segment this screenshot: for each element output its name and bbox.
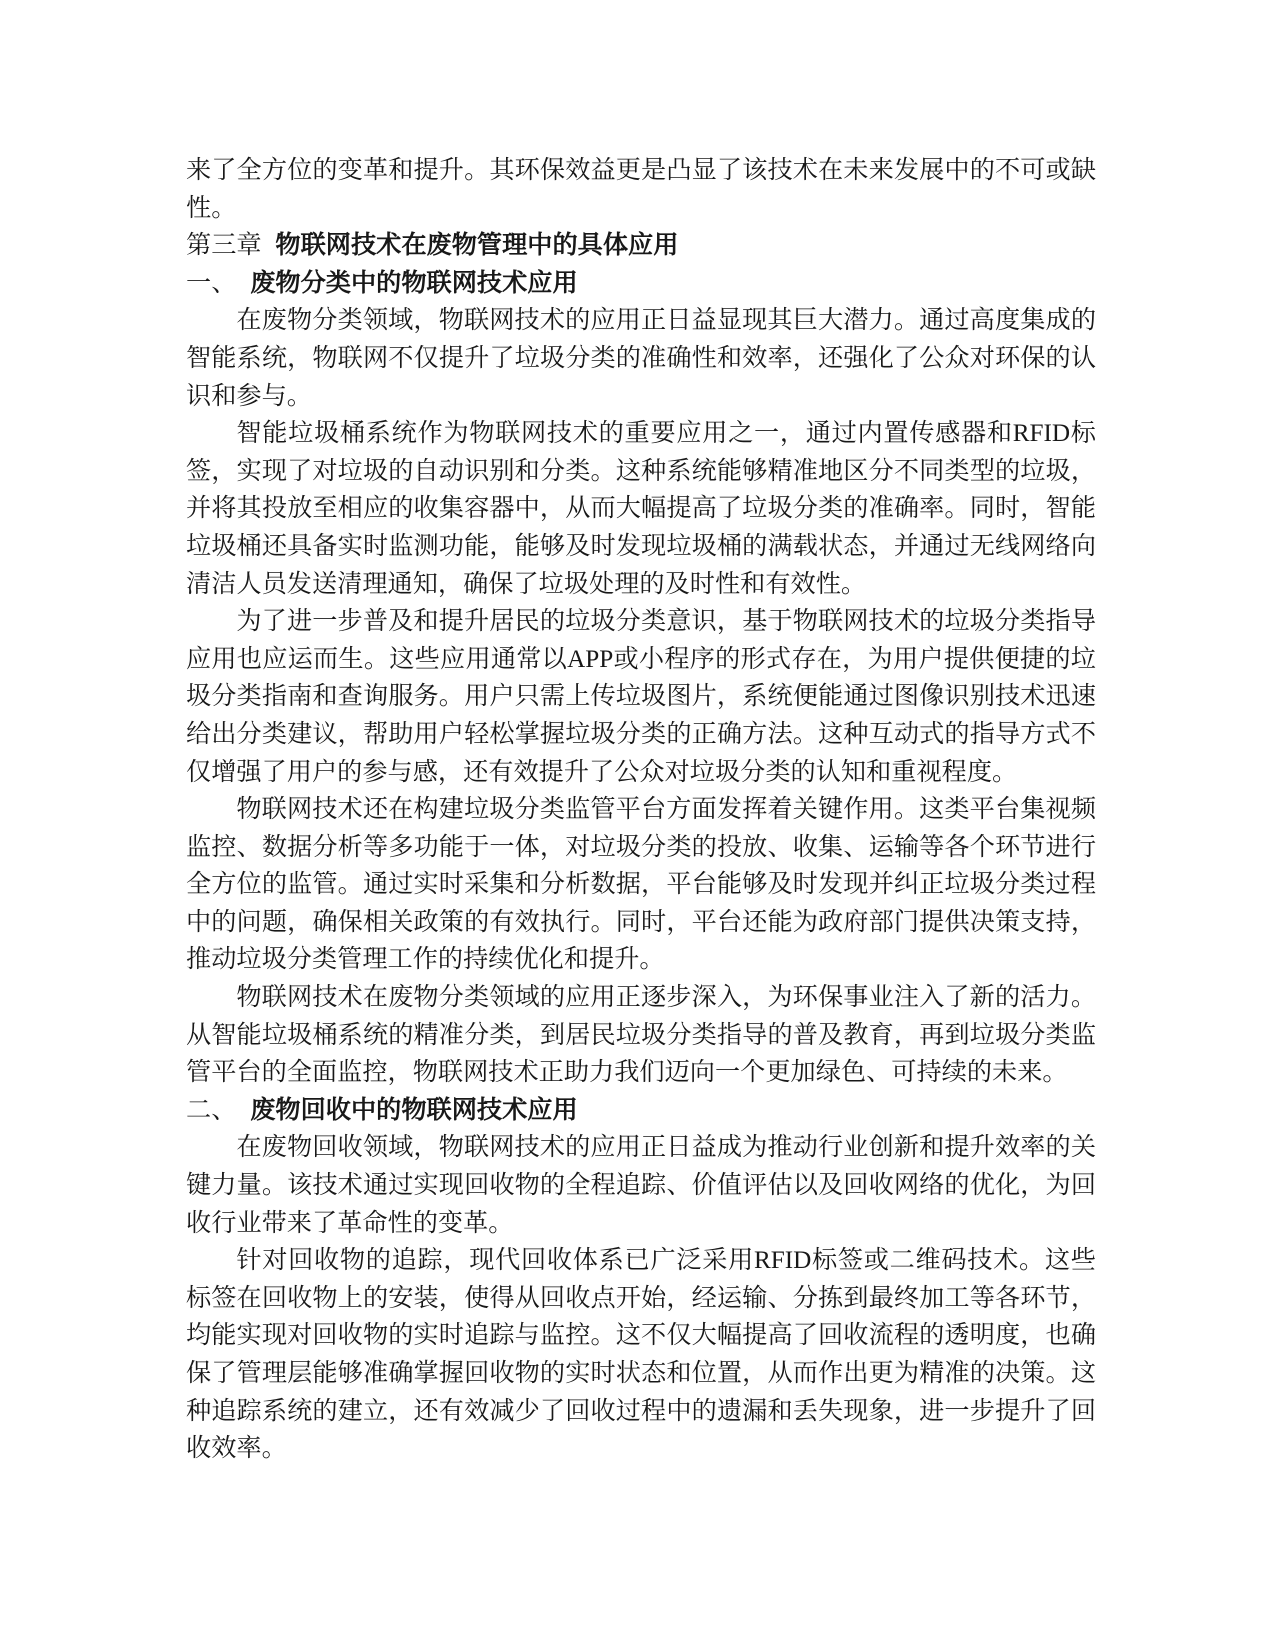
document-text-block xyxy=(186,152,1096,1468)
section-title: 废物分类中的物联网技术应用 xyxy=(250,269,578,297)
chapter-title: 物联网技术在废物管理中的具体应用 xyxy=(275,232,679,260)
section-heading-1 xyxy=(186,265,1096,303)
paragraph: 在废物回收领域，物联网技术的应用正日益成为推动行业创新和提升效率的关键力量。该技术通过实现回收物的全程追踪、价值评估以及回收网络的优化，为回收行业带来了革命性的变革。 xyxy=(186,1134,1096,1237)
paragraph: 为了进一步普及和提升居民的垃圾分类意识，基于物联网技术的垃圾分类指导应用也应运而生。这些应用通常以APP或小程序的形式存在，为用户提供便捷的垃圾分类指南和查询服务。用户只需上传垃圾图片，系统便能通过图像识别技术迅速给出分类建议，帮助用户轻松掌握垃圾分类的正确方法。这种互动式的指导方式不仅增强了用户的参与感，还有效提升了公众对垃圾分类的认知和重视程度。 xyxy=(186,608,1096,786)
paragraph: 物联网技术还在构建垃圾分类监管平台方面发挥着关键作用。这类平台集视频监控、数据分析等多功能于一体，对垃圾分类的投放、收集、运输等各个环节进行全方位的监管。通过实时采集和分析数据，平台能够及时发现并纠正垃圾分类过程中的问题，确保相关政策的有效执行。同时，平台还能为政府部门提供决策支持，推动垃圾分类管理工作的持续优化和提升。 xyxy=(186,796,1096,974)
chapter-heading xyxy=(186,227,1096,265)
section-number: 一、 xyxy=(186,269,237,297)
section-title: 废物回收中的物联网技术应用 xyxy=(250,1096,578,1124)
paragraph: 智能垃圾桶系统作为物联网技术的重要应用之一，通过内置传感器和RFID标签，实现了对垃圾的自动识别和分类。这种系统能够精准地区分不同类型的垃圾，并将其投放至相应的收集容器中，从而大幅提高了垃圾分类的准确率。同时，智能垃圾桶还具备实时监测功能，能够及时发现垃圾桶的满载状态，并通过无线网络向清洁人员发送清理通知，确保了垃圾处理的及时性和有效性。 xyxy=(186,420,1096,598)
chapter-number: 第三章 xyxy=(186,232,262,260)
paragraph: 在废物分类领域，物联网技术的应用正日益显现其巨大潜力。通过高度集成的智能系统，物联网不仅提升了垃圾分类的准确性和效率，还强化了公众对环保的认识和参与。 xyxy=(186,307,1096,410)
paragraph-continuation: 来了全方位的变革和提升。其环保效益更是凸显了该技术在未来发展中的不可或缺性。 xyxy=(186,157,1096,222)
section-number: 二、 xyxy=(186,1096,237,1124)
section-heading-2 xyxy=(186,1092,1096,1130)
paragraph: 物联网技术在废物分类领域的应用正逐步深入，为环保事业注入了新的活力。从智能垃圾桶系统的精准分类，到居民垃圾分类指导的普及教育，再到垃圾分类监管平台的全面监控，物联网技术正助力我们迈向一个更加绿色、可持续的未来。 xyxy=(186,984,1096,1087)
paragraph: 针对回收物的追踪，现代回收体系已广泛采用RFID标签或二维码技术。这些标签在回收物上的安装，使得从回收点开始，经运输、分拣到最终加工等各环节，均能实现对回收物的实时追踪与监控。这不仅大幅提高了回收流程的透明度，也确保了管理层能够准确掌握回收物的实时状态和位置，从而作出更为精准的决策。这种追踪系统的建立，还有效减少了回收过程中的遗漏和丢失现象，进一步提升了回收效率。 xyxy=(186,1247,1096,1463)
